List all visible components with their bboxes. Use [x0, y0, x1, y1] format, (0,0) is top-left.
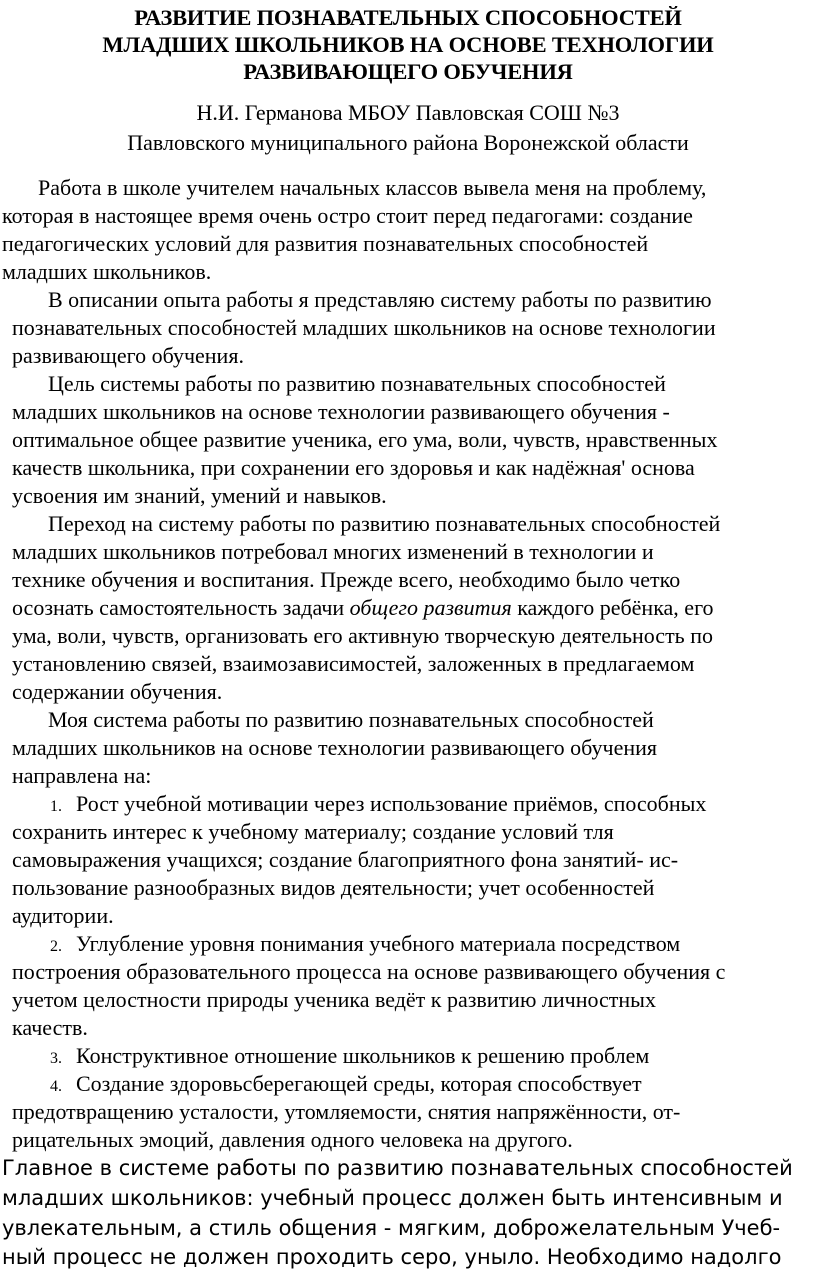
- document-title: [40, 4, 776, 85]
- paragraph-4-line: [12, 594, 714, 622]
- paragraph-2-line: познавательных способностей младших школьников на основе технологии: [12, 315, 716, 340]
- list-number: 3.: [50, 1050, 62, 1067]
- closing-line: ный процесс не должен проходить серо, уныло. Необходимо надолго: [2, 1245, 782, 1269]
- paragraph-4-line: технике обучения и воспитания. Прежде всего, необходимо было четко: [12, 567, 681, 592]
- paragraph-1-line: которая в настоящее время очень остро стоит перед педагогами: создание: [2, 203, 693, 228]
- list-number: 4.: [50, 1078, 62, 1095]
- paragraph-3-line: младших школьников на основе технологии развивающего обучения -: [12, 399, 670, 424]
- paragraph-2-line: В описании опыта работы я представляю систему работы по развитию: [48, 287, 712, 312]
- list-item-4: [50, 1070, 642, 1101]
- list-item-text: Конструктивное отношение школьников к решению проблем: [76, 1043, 650, 1068]
- paragraph-5-line: младших школьников на основе технологии развивающего обучения: [12, 735, 658, 760]
- author-block: [40, 98, 776, 158]
- list-number: 1.: [50, 798, 62, 815]
- paragraph-4-line: установлению связей, взаимозависимостей, заложенных в предлагаемом: [12, 651, 695, 676]
- paragraph-5-line: направлена на:: [12, 763, 152, 788]
- list-item-4-line: предотвращению усталости, утомляемости, снятия напряжённости, от-: [12, 1099, 681, 1124]
- paragraph-4-text: каждого ребёнка, его: [511, 595, 714, 620]
- list-item-4-line: рицательных эмоций, давления одного человека на другого.: [12, 1127, 573, 1152]
- list-item-1-line: аудитории.: [12, 903, 114, 928]
- list-item-text: Создание здоровьсберегающей среды, которая способствует: [76, 1071, 642, 1096]
- paragraph-3-line: усвоения им знаний, умений и навыков.: [12, 483, 387, 508]
- author-line: Павловского муниципального района Воронежской области: [127, 130, 689, 155]
- paragraph-3-line: качеств школьника, при сохранении его здоровья и как надёжная' основа: [12, 455, 695, 480]
- list-item-3: [50, 1042, 649, 1073]
- paragraph-4-line: младших школьников потребовал многих изменений в технологии и: [12, 539, 654, 564]
- list-item-2-line: учетом целостности природы ученика ведёт к развитию личностных: [12, 987, 656, 1012]
- paragraph-4-line: содержании обучения.: [12, 679, 223, 704]
- emphasis-text: общего развития: [349, 595, 512, 620]
- paragraph-1-line: педагогических условий для развития познавательных способностей: [2, 231, 649, 256]
- list-item-2: [50, 930, 680, 961]
- list-item-1-line: сохранить интерес к учебному материалу; создание условий тля: [12, 819, 614, 844]
- author-line: Н.И. Германова МБОУ Павловская СОШ №3: [196, 100, 620, 125]
- closing-line: увлекательным, а стиль общения - мягким, доброжелательным Учеб-: [2, 1216, 781, 1240]
- title-line: РАЗВИВАЮЩЕГО ОБУЧЕНИЯ: [243, 59, 573, 84]
- paragraph-5-line: Моя система работы по развитию познавательных способностей: [48, 707, 654, 732]
- paragraph-4-line: Переход на систему работы по развитию познавательных способностей: [48, 511, 721, 536]
- paragraph-1-line: младших школьников.: [2, 259, 212, 284]
- closing-line: младших школьников: учебный процесс должен быть интенсивным и: [2, 1186, 783, 1210]
- title-line: МЛАДШИХ ШКОЛЬНИКОВ НА ОСНОВЕ ТЕХНОЛОГИИ: [102, 32, 714, 57]
- closing-line: Главное в системе работы по развитию познавательных способностей: [2, 1156, 793, 1180]
- title-line: РАЗВИТИЕ ПОЗНАВАТЕЛЬНЫХ СПОСОБНОСТЕЙ: [134, 5, 682, 30]
- list-number: 2.: [50, 938, 62, 955]
- list-item-1-line: самовыражения учащихся; создание благоприятного фона занятий- ис-: [12, 847, 679, 872]
- paragraph-3-line: Цель системы работы по развитию познавательных способностей: [48, 371, 666, 396]
- paragraph-4-line: ума, воли, чувств, организовать его активную творческую деятельность по: [12, 623, 713, 648]
- paragraph-4-text: осознать самостоятельность задачи: [12, 595, 350, 620]
- paragraph-3-line: оптимальное общее развитие ученика, его ума, воли, чувств, нравственных: [12, 427, 718, 452]
- list-item-2-line: качеств.: [12, 1015, 88, 1040]
- paragraph-1-line: Работа в школе учителем начальных классов вывела меня на проблему,: [38, 175, 707, 200]
- list-item-2-line: построения образовательного процесса на основе развивающего обучения с: [12, 959, 726, 984]
- list-item-1: [50, 790, 706, 821]
- list-item-text: Углубление уровня понимания учебного материала посредством: [76, 931, 681, 956]
- list-item-1-line: пользование разнообразных видов деятельности; учет особенностей: [12, 875, 655, 900]
- paragraph-2-line: развивающего обучения.: [12, 343, 244, 368]
- list-item-text: Рост учебной мотивации через использование приёмов, способных: [76, 791, 707, 816]
